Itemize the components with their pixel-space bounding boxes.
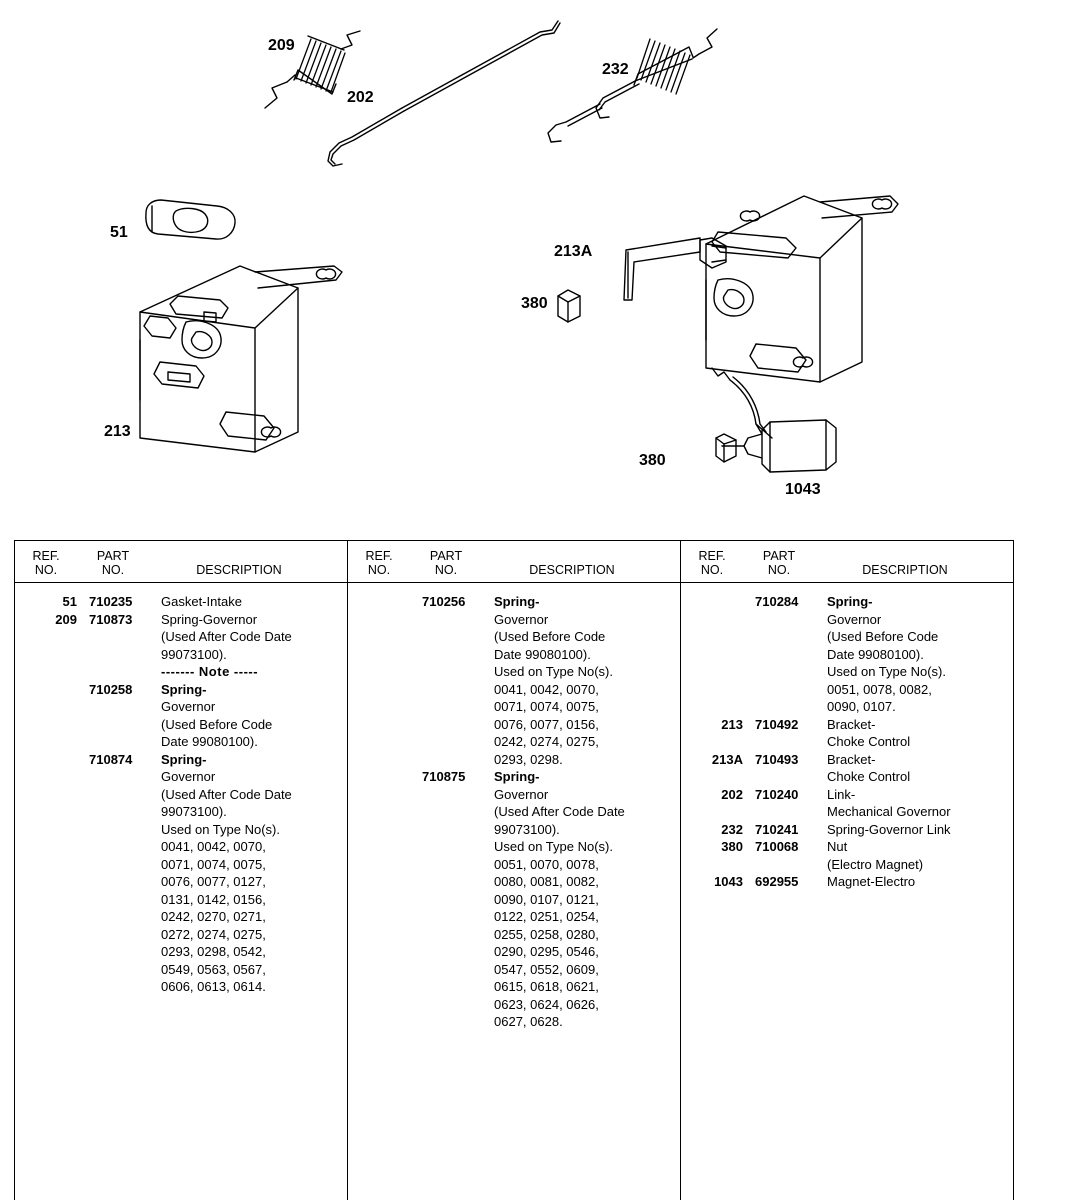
cell-description: 0131, 0142, 0156, [161, 891, 266, 907]
column-1-body [15, 583, 347, 996]
cell-description: Spring- [827, 594, 873, 609]
cell-description: 0547, 0552, 0609, [494, 961, 599, 977]
cell-part-no: 710284 [755, 594, 799, 609]
cell-ref-no [681, 803, 751, 821]
cell-description: Spring- [494, 594, 540, 609]
header-part-no: PART NO. [429, 549, 463, 577]
cell-description: Spring- [494, 769, 540, 784]
header-description: DESCRIPTION [862, 563, 948, 577]
table-row [348, 681, 680, 699]
cell-ref-no [15, 961, 85, 979]
header-description: DESCRIPTION [529, 563, 615, 577]
table-row [348, 978, 680, 996]
cell-ref-no [681, 646, 751, 664]
callout-232: 232 [602, 61, 629, 78]
cell-part-no [85, 961, 161, 979]
cell-description: Governor [494, 611, 549, 627]
cell-ref-no [348, 646, 418, 664]
table-row [348, 698, 680, 716]
callout-51: 51 [110, 224, 128, 241]
cell-part-no: 710240 [755, 786, 799, 802]
table-row [348, 943, 680, 961]
cell-ref-no [348, 978, 418, 996]
cell-description: Used on Type No(s). [827, 664, 946, 679]
cell-part-no [418, 978, 494, 996]
cell-description: Choke Control [827, 769, 911, 784]
table-row [15, 873, 347, 891]
cell-part-no [418, 908, 494, 926]
table-row [15, 733, 347, 751]
table-row [681, 821, 1013, 839]
table-row [15, 611, 347, 629]
cell-description: 0242, 0274, 0275, [494, 734, 599, 749]
cell-ref-no [15, 821, 85, 839]
table-row [681, 768, 1013, 786]
cell-description: 0090, 0107, 0121, [494, 891, 599, 907]
cell-description: Spring- [161, 681, 207, 697]
cell-part-no [85, 821, 161, 839]
cell-part-no [751, 611, 827, 629]
cell-ref-no [681, 733, 751, 751]
cell-part-no [751, 803, 827, 821]
parts-column-3 [680, 541, 1013, 1200]
cell-description: 0051, 0078, 0082, [827, 681, 932, 697]
cell-description: 0606, 0613, 0614. [161, 979, 266, 994]
cell-ref-no [348, 751, 418, 769]
cell-ref-no [15, 891, 85, 909]
cell-part-no [418, 821, 494, 839]
table-row [681, 838, 1013, 856]
table-row [681, 611, 1013, 629]
cell-part-no [85, 908, 161, 926]
cell-ref-no [15, 751, 85, 769]
cell-part-no [418, 943, 494, 961]
table-row [15, 803, 347, 821]
cell-ref-no [348, 838, 418, 856]
cell-description: Governor [161, 699, 216, 714]
cell-description: 0623, 0624, 0626, [494, 996, 599, 1012]
cell-ref-no [348, 926, 418, 944]
cell-part-no [418, 873, 494, 891]
callout-380-lower: 380 [639, 452, 666, 469]
cell-ref-no [348, 593, 418, 611]
cell-ref-no [15, 681, 85, 699]
table-row [348, 926, 680, 944]
cell-description: 0255, 0258, 0280, [494, 926, 599, 942]
cell-ref-no [15, 803, 85, 821]
table-row [348, 908, 680, 926]
cell-description: (Used Before Code [494, 629, 606, 644]
cell-description: Spring-Governor [161, 611, 258, 627]
magnet-1043-graphic [712, 368, 836, 472]
cell-ref-no [348, 681, 418, 699]
callout-213: 213 [104, 423, 131, 440]
cell-part-no [85, 786, 161, 804]
column-2-body [348, 583, 680, 1031]
cell-description: 0290, 0295, 0546, [494, 944, 599, 959]
cell-part-no [418, 733, 494, 751]
column-3-header [681, 541, 1013, 583]
cell-ref-no [15, 786, 85, 804]
cell-description: 0122, 0251, 0254, [494, 909, 599, 924]
table-row [348, 838, 680, 856]
cell-description: 0627, 0628. [494, 1014, 563, 1029]
parts-column-2 [347, 541, 680, 1200]
cell-description: Spring-Governor Link [827, 821, 951, 837]
cell-part-no [418, 611, 494, 629]
cell-description: Spring- [161, 751, 207, 767]
cell-part-no: 710258 [89, 681, 133, 697]
cell-description: 0071, 0074, 0075, [494, 699, 599, 714]
cell-description: Used on Type No(s). [494, 664, 613, 679]
table-row [15, 856, 347, 874]
cell-description: (Used After Code Date [161, 786, 292, 802]
cell-description: 99073100). [161, 646, 227, 662]
cell-part-no [85, 873, 161, 891]
cell-ref-no [348, 698, 418, 716]
table-row [348, 821, 680, 839]
cell-description: 0090, 0107. [827, 699, 896, 714]
parts-illustration-svg [0, 0, 1073, 535]
cell-ref-no [15, 646, 85, 664]
cell-ref-no [348, 821, 418, 839]
table-row [15, 663, 347, 681]
cell-ref-no [348, 996, 418, 1014]
cell-part-no: 710241 [755, 821, 799, 837]
callout-202: 202 [347, 89, 374, 106]
cell-ref-no [348, 943, 418, 961]
table-row [348, 593, 680, 611]
cell-ref-no [681, 593, 751, 611]
cell-description: Date 99080100). [161, 734, 258, 749]
table-row [681, 733, 1013, 751]
table-row [15, 681, 347, 699]
cell-ref-no [15, 628, 85, 646]
cell-ref-no [681, 611, 751, 629]
cell-description: (Used After Code Date [494, 804, 625, 819]
cell-part-no [418, 716, 494, 734]
cell-ref-no [348, 856, 418, 874]
cell-description: 0076, 0077, 0127, [161, 874, 266, 889]
cell-part-no [418, 926, 494, 944]
cell-part-no: 710256 [422, 594, 466, 609]
cell-part-no [85, 926, 161, 944]
cell-description: 0071, 0074, 0075, [161, 856, 266, 872]
cell-part-no: 710068 [755, 839, 799, 854]
cell-ref-no: 51 [62, 594, 77, 609]
cell-description: Mechanical Governor [827, 804, 951, 819]
cell-ref-no [15, 838, 85, 856]
cell-part-no [751, 733, 827, 751]
cell-ref-no: 1043 [714, 874, 743, 889]
header-part-no: PART NO. [96, 549, 130, 577]
cell-description: (Used Before Code [827, 629, 939, 644]
cell-part-no [85, 698, 161, 716]
cell-part-no: 710235 [89, 594, 133, 609]
header-ref-no: REF. NO. [32, 549, 60, 577]
callout-380-upper: 380 [521, 295, 548, 312]
cell-part-no [418, 628, 494, 646]
cell-ref-no [681, 698, 751, 716]
cell-ref-no [681, 768, 751, 786]
cell-ref-no [15, 663, 85, 681]
cell-ref-no [15, 716, 85, 734]
parts-table [14, 540, 1014, 1200]
cell-part-no [751, 646, 827, 664]
cell-description: Bracket- [827, 751, 876, 767]
table-row [15, 593, 347, 611]
cell-description: Magnet-Electro [827, 874, 916, 889]
cell-part-no [418, 646, 494, 664]
cell-ref-no [348, 663, 418, 681]
cell-ref-no: 209 [55, 611, 77, 627]
cell-description: 0041, 0042, 0070, [161, 839, 266, 854]
cell-part-no [751, 663, 827, 681]
table-row [681, 716, 1013, 734]
cell-ref-no [15, 733, 85, 751]
cell-ref-no [348, 803, 418, 821]
cell-ref-no [15, 856, 85, 874]
table-row [15, 961, 347, 979]
table-row [15, 821, 347, 839]
cell-ref-no [15, 908, 85, 926]
header-part-no: PART NO. [762, 549, 796, 577]
cell-ref-no [348, 611, 418, 629]
cell-ref-no [348, 891, 418, 909]
cell-part-no [418, 1013, 494, 1031]
cell-description: Choke Control [827, 734, 911, 749]
cell-ref-no [681, 663, 751, 681]
cell-ref-no [348, 961, 418, 979]
cell-description: 0076, 0077, 0156, [494, 716, 599, 732]
cell-ref-no [681, 628, 751, 646]
table-row [681, 593, 1013, 611]
table-row [348, 996, 680, 1014]
table-row [681, 663, 1013, 681]
cell-description: 0242, 0270, 0271, [161, 909, 266, 924]
cell-note: ------- Note ----- [161, 664, 259, 679]
table-row [681, 786, 1013, 804]
cell-part-no [418, 698, 494, 716]
cell-description: 0272, 0274, 0275, [161, 926, 266, 942]
cell-ref-no [348, 768, 418, 786]
cell-ref-no [15, 873, 85, 891]
cell-ref-no [348, 733, 418, 751]
table-row [348, 611, 680, 629]
cell-part-no [418, 786, 494, 804]
cell-part-no [85, 733, 161, 751]
table-row [681, 803, 1013, 821]
table-row [348, 663, 680, 681]
table-row [348, 628, 680, 646]
table-row [681, 681, 1013, 699]
cell-part-no [751, 681, 827, 699]
cell-description: (Used Before Code [161, 716, 273, 732]
cell-part-no [751, 628, 827, 646]
table-row [348, 891, 680, 909]
cell-description: Nut [827, 839, 848, 854]
cell-part-no [751, 698, 827, 716]
parts-column-1 [15, 541, 347, 1200]
table-row [681, 751, 1013, 769]
cell-part-no [418, 856, 494, 874]
cell-description: Gasket-Intake [161, 594, 242, 609]
nut-380-upper-graphic [558, 290, 580, 322]
cell-ref-no [681, 681, 751, 699]
table-row [348, 803, 680, 821]
cell-description: 0051, 0070, 0078, [494, 856, 599, 872]
cell-part-no [85, 978, 161, 996]
table-row [348, 646, 680, 664]
cell-description: Date 99080100). [494, 646, 591, 662]
cell-ref-no [348, 786, 418, 804]
cell-description: 0293, 0298, 0542, [161, 944, 266, 959]
table-row [15, 908, 347, 926]
cell-part-no [85, 716, 161, 734]
cell-ref-no [15, 943, 85, 961]
cell-part-no [418, 803, 494, 821]
gasket-51-graphic [146, 200, 235, 239]
cell-part-no [85, 663, 161, 681]
cell-part-no [85, 891, 161, 909]
cell-ref-no: 213A [711, 751, 743, 767]
table-row [15, 943, 347, 961]
cell-ref-no [681, 856, 751, 874]
cell-part-no [85, 943, 161, 961]
table-row [348, 751, 680, 769]
table-row [15, 768, 347, 786]
table-row [348, 786, 680, 804]
cell-ref-no: 232 [721, 821, 743, 837]
cell-description: 99073100). [161, 804, 227, 819]
parts-illustration [0, 0, 1073, 535]
table-row [348, 716, 680, 734]
cell-description: Governor [827, 611, 882, 627]
cell-ref-no: 213 [721, 716, 743, 732]
table-row [15, 716, 347, 734]
cell-part-no [85, 803, 161, 821]
table-row [348, 1013, 680, 1031]
cell-ref-no [15, 768, 85, 786]
cell-description: Bracket- [827, 716, 876, 732]
cell-part-no [85, 838, 161, 856]
cell-part-no: 710875 [422, 769, 466, 784]
table-row [15, 751, 347, 769]
cell-part-no [418, 838, 494, 856]
column-3-body [681, 583, 1013, 891]
cell-part-no [751, 768, 827, 786]
cell-description: Governor [494, 786, 549, 802]
callout-213a: 213A [554, 243, 593, 260]
cell-description: Governor [161, 769, 216, 784]
cell-ref-no: 202 [721, 786, 743, 802]
cell-ref-no [15, 698, 85, 716]
cell-part-no [85, 768, 161, 786]
cell-ref-no [15, 978, 85, 996]
table-row [15, 646, 347, 664]
cell-part-no [751, 856, 827, 874]
table-row [348, 768, 680, 786]
cell-description: 99073100). [494, 821, 560, 837]
cell-part-no [418, 681, 494, 699]
table-row [15, 698, 347, 716]
table-row [681, 856, 1013, 874]
table-row [681, 628, 1013, 646]
cell-part-no [85, 628, 161, 646]
cell-description: Used on Type No(s). [494, 839, 613, 854]
cell-part-no [418, 996, 494, 1014]
cell-part-no [85, 856, 161, 874]
cell-ref-no [348, 716, 418, 734]
cell-part-no: 710874 [89, 751, 133, 767]
table-row [15, 978, 347, 996]
cell-description: Date 99080100). [827, 646, 924, 662]
cell-ref-no [15, 926, 85, 944]
cell-part-no [418, 751, 494, 769]
cell-part-no [418, 961, 494, 979]
callout-1043: 1043 [785, 481, 821, 498]
cell-ref-no [348, 908, 418, 926]
cell-description: 0041, 0042, 0070, [494, 681, 599, 697]
table-row [681, 698, 1013, 716]
cell-part-no: 710493 [755, 751, 799, 767]
cell-description: 0293, 0298. [494, 751, 563, 767]
cell-ref-no [348, 873, 418, 891]
cell-description: 0080, 0081, 0082, [494, 874, 599, 889]
table-row [348, 856, 680, 874]
table-row [15, 838, 347, 856]
cell-part-no: 710873 [89, 611, 133, 627]
table-row [348, 733, 680, 751]
spring-232-graphic [548, 29, 717, 142]
cell-ref-no: 380 [721, 839, 743, 854]
column-2-header [348, 541, 680, 583]
table-row [15, 628, 347, 646]
table-row [348, 873, 680, 891]
table-row [15, 926, 347, 944]
table-row [681, 873, 1013, 891]
cell-ref-no [348, 628, 418, 646]
header-ref-no: REF. NO. [698, 549, 726, 577]
cell-part-no: 692955 [755, 874, 799, 889]
table-row [15, 786, 347, 804]
header-ref-no: REF. NO. [365, 549, 393, 577]
cell-ref-no [348, 1013, 418, 1031]
table-row [348, 961, 680, 979]
callout-209: 209 [268, 37, 295, 54]
bracket-213a-graphic [624, 196, 898, 382]
column-1-header [15, 541, 347, 583]
cell-description: Used on Type No(s). [161, 821, 280, 837]
cell-description: 0549, 0563, 0567, [161, 961, 266, 977]
cell-part-no [85, 646, 161, 664]
cell-description: 0615, 0618, 0621, [494, 979, 599, 994]
cell-description: Link- [827, 786, 856, 802]
cell-part-no [418, 663, 494, 681]
cell-description: (Electro Magnet) [827, 856, 924, 872]
cell-description: (Used After Code Date [161, 629, 292, 644]
cell-part-no [418, 891, 494, 909]
header-description: DESCRIPTION [196, 563, 282, 577]
cell-part-no: 710492 [755, 716, 799, 732]
table-row [15, 891, 347, 909]
bracket-213-graphic [140, 266, 342, 452]
table-row [681, 646, 1013, 664]
